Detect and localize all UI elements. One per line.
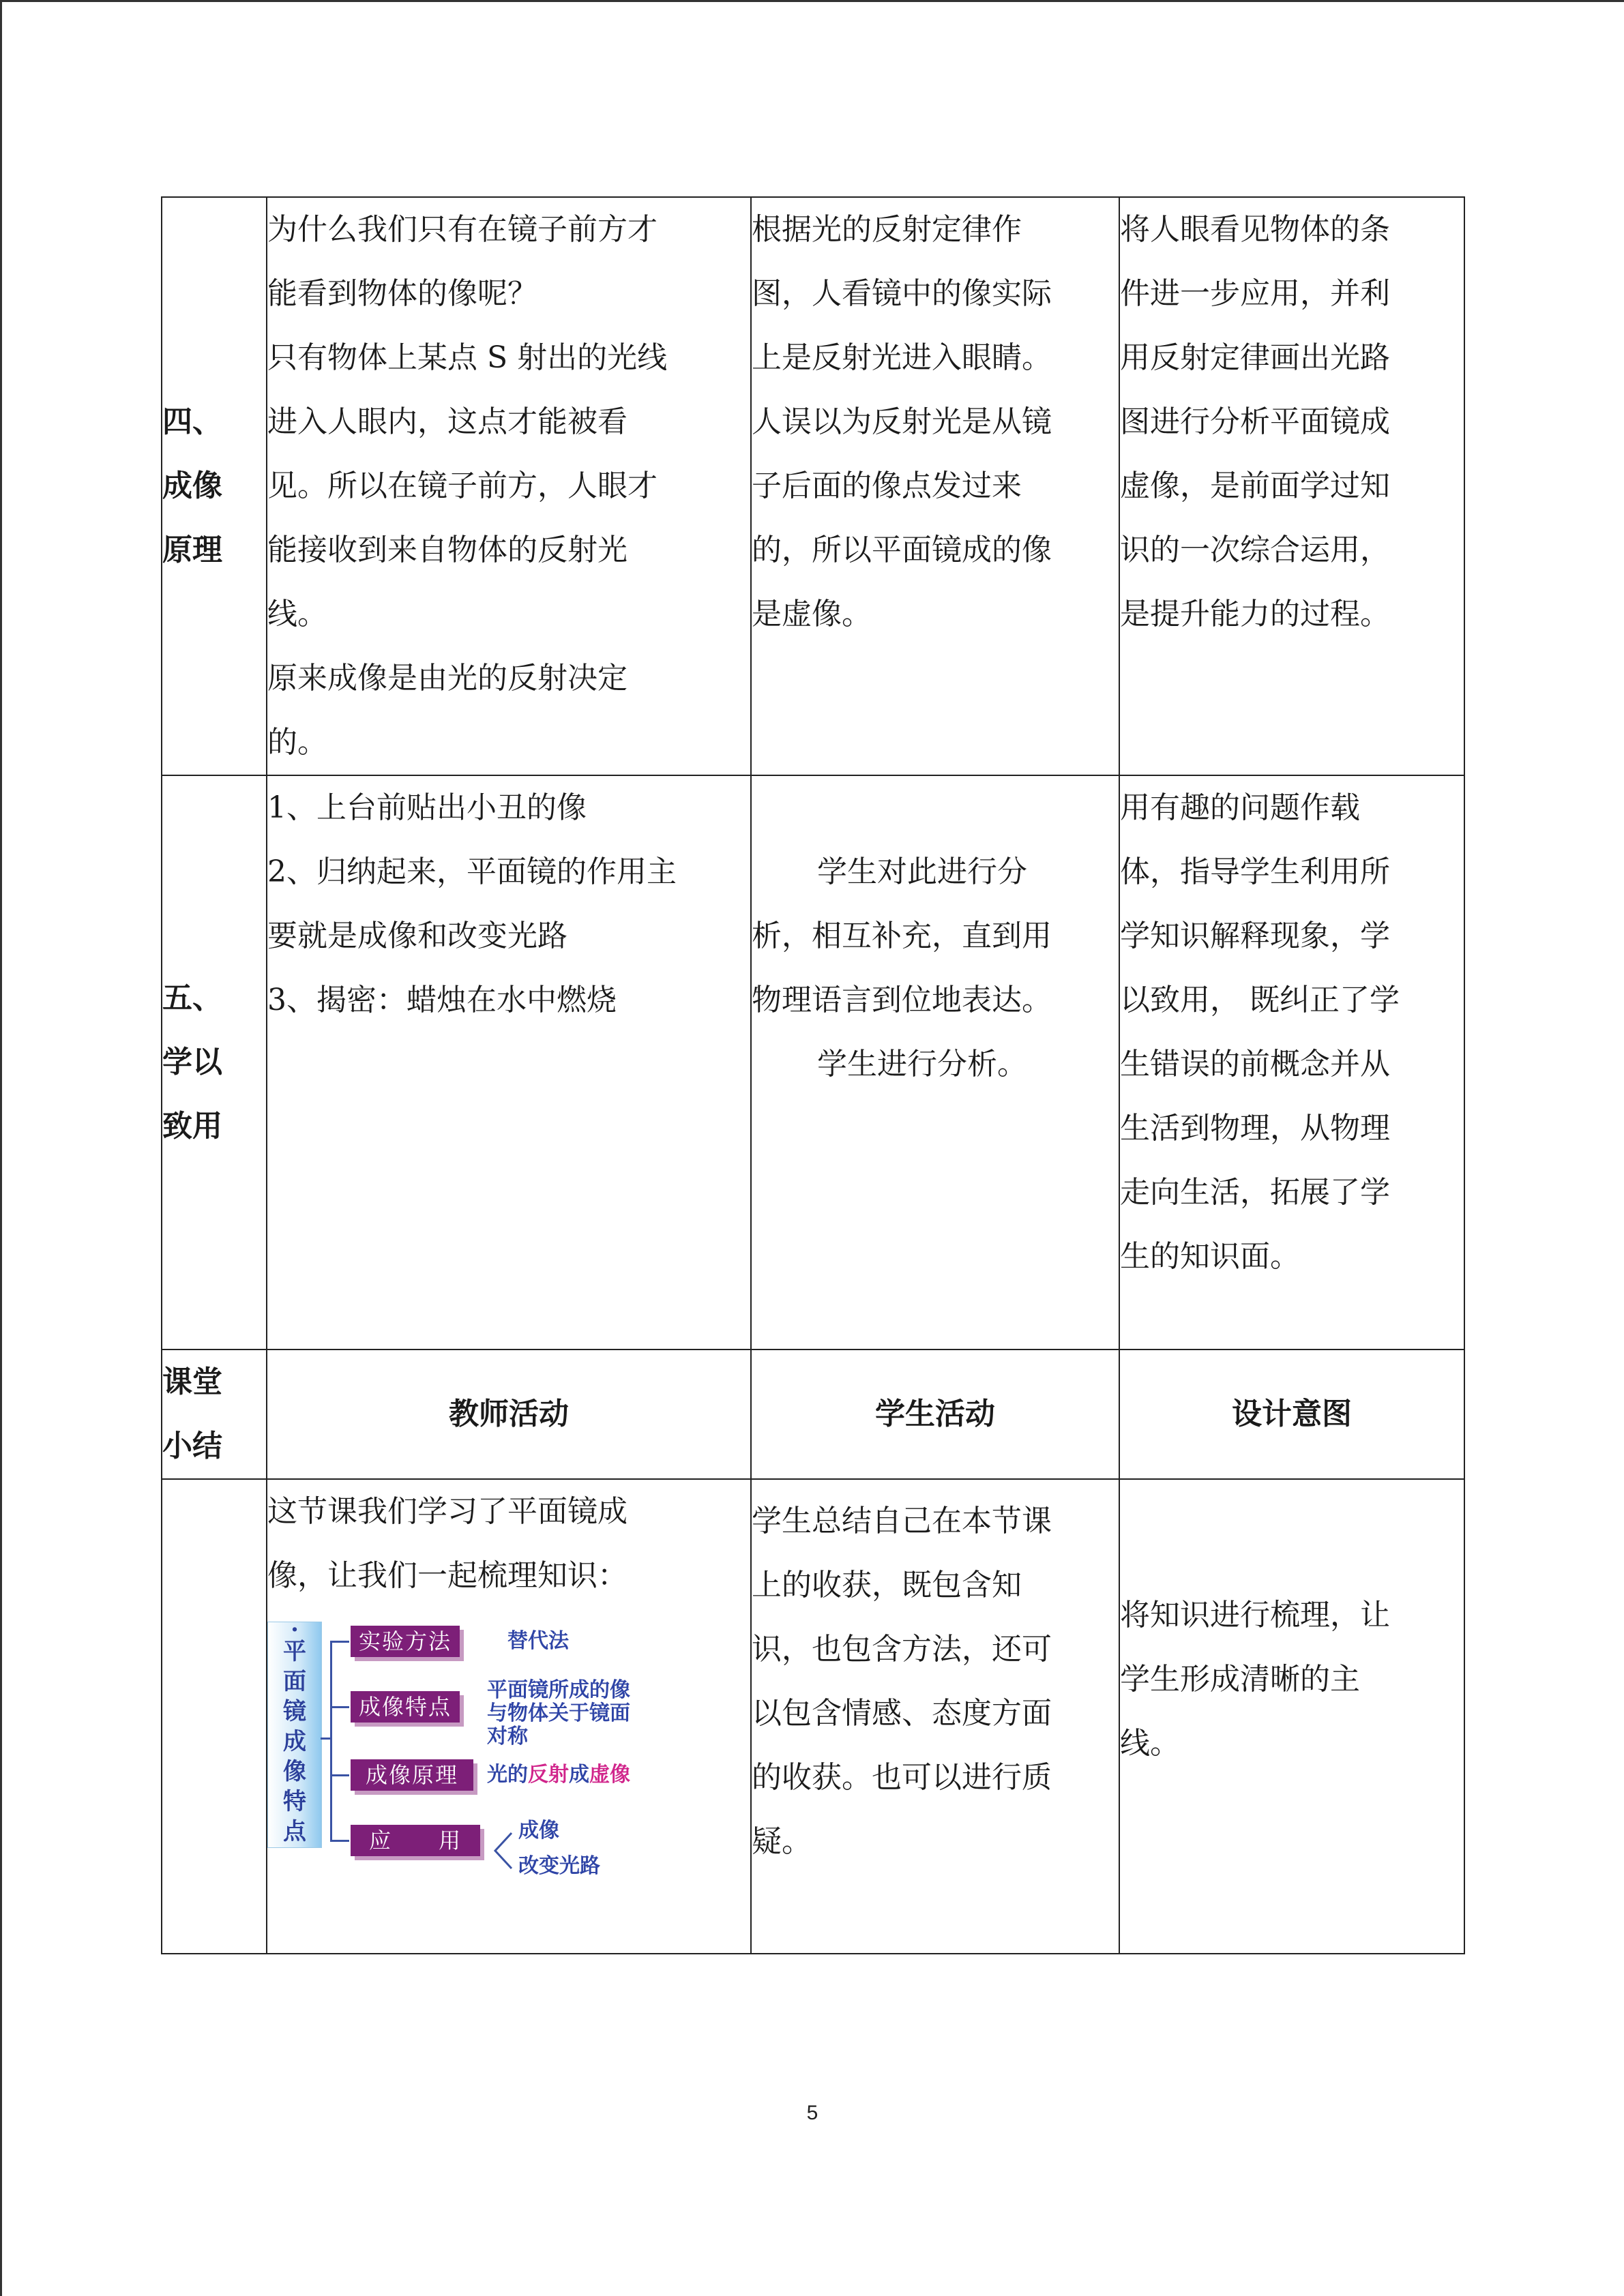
row-label-summary: 课堂 小结 (162, 1350, 267, 1479)
diagram-tag-feature: 成像特点 (351, 1691, 460, 1723)
table-row (162, 197, 1464, 775)
diagram-connector (330, 1641, 349, 1643)
diagram-connector (330, 1641, 332, 1842)
student-activity-cell: 学生对此进行分 析，相互补充，直到用 物理语言到位地表达。 学生进行分析。 (751, 775, 1119, 1350)
teacher-activity-cell: 1、上台前贴出小丑的像 2、归纳起来，平面镜的作用主 要就是成像和改变光路 3、揭密：蜡烛在水中燃烧 (267, 775, 751, 1350)
page-number: 5 (806, 2102, 818, 2124)
diagram-apply-imaging: 成像 (518, 1819, 559, 1843)
student-activity-cell: 根据光的反射定律作 图，人看镜中的像实际 上是反射光进入眼睛。 人误以为反射光是从镜 子后面的像点发过来 的，所以平面镜成的像 是虚像。 (751, 197, 1119, 775)
diagram-feature-text: 平面镜所成的像 与物体关于镜面 对称 (487, 1678, 630, 1748)
page-top-border (0, 0, 1624, 2)
diagram-method-text: 替代法 (507, 1629, 569, 1653)
header-teacher-activity: 教师活动 (267, 1350, 751, 1479)
diagram-principle-text: 光的反射成虚像 (487, 1763, 630, 1787)
row-label-section4: 四、 成像 原理 (162, 197, 267, 775)
diagram-connector (330, 1840, 349, 1842)
header-design-intent: 设计意图 (1119, 1350, 1464, 1479)
diagram-bracket (492, 1830, 513, 1871)
row-label-section5: 五、 学以 致用 (162, 775, 267, 1350)
diagram-tag-principle: 成像原理 (351, 1759, 473, 1791)
design-intent-cell: 将知识进行梳理，让 学生形成清晰的主 线。 (1119, 1479, 1464, 1954)
student-activity-cell: 学生总结自己在本节课 上的收获，既包含知 识，也包含方法，还可 以包含情感、态度方面 的收获。也可以进行质 疑。 (751, 1479, 1119, 1954)
page-left-border (0, 0, 2, 2296)
diagram-tag-method: 实验方法 (351, 1626, 460, 1657)
design-intent-cell: 将人眼看见物体的条 件进一步应用，并利 用反射定律画出光路 图进行分析平面镜成 虚像，是前面学过知 识的一次综合运用， 是提升能力的过程。 (1119, 197, 1464, 775)
teacher-activity-cell: 为什么我们只有在镜子前方才 能看到物体的像呢？ 只有物体上某点 S 射出的光线 进入人眼内，这点才能被看 见。所以在镜子前方，人眼才 能接收到来自物体的反射光 线。 原来成像是由光的反射决定 的。 (267, 197, 751, 775)
teacher-activity-cell: 这节课我们学习了平面镜成 像，让我们一起梳理知识： · 平 面 镜 成 像 特 点 实验方法 成像特点 成像原理 应 用 替代法 平面镜所成的像 与物体关于镜面 对称 光的反射成虚像 成像 改变光路 (267, 1479, 751, 1954)
table-row (162, 1479, 1464, 1954)
diagram-connector (330, 1706, 349, 1708)
diagram-connector (330, 1774, 349, 1776)
header-student-activity: 学生活动 (751, 1350, 1119, 1479)
diagram-root-box: · 平 面 镜 成 像 特 点 (267, 1622, 322, 1848)
diagram-tag-application: 应 用 (351, 1825, 480, 1856)
design-intent-cell: 用有趣的问题作载 体，指导学生利用所 学知识解释现象，学 以致用， 既纠正了学 生错误的前概念并从 生活到物理，从物理 走向生活，拓展了学 生的知识面。 (1119, 775, 1464, 1350)
table-header-row (162, 1350, 1464, 1479)
knowledge-map-diagram (267, 1616, 677, 1894)
row-label-empty (162, 1479, 267, 1954)
diagram-apply-path: 改变光路 (518, 1854, 600, 1878)
lesson-plan-table (161, 196, 1465, 1954)
table-row (162, 775, 1464, 1350)
